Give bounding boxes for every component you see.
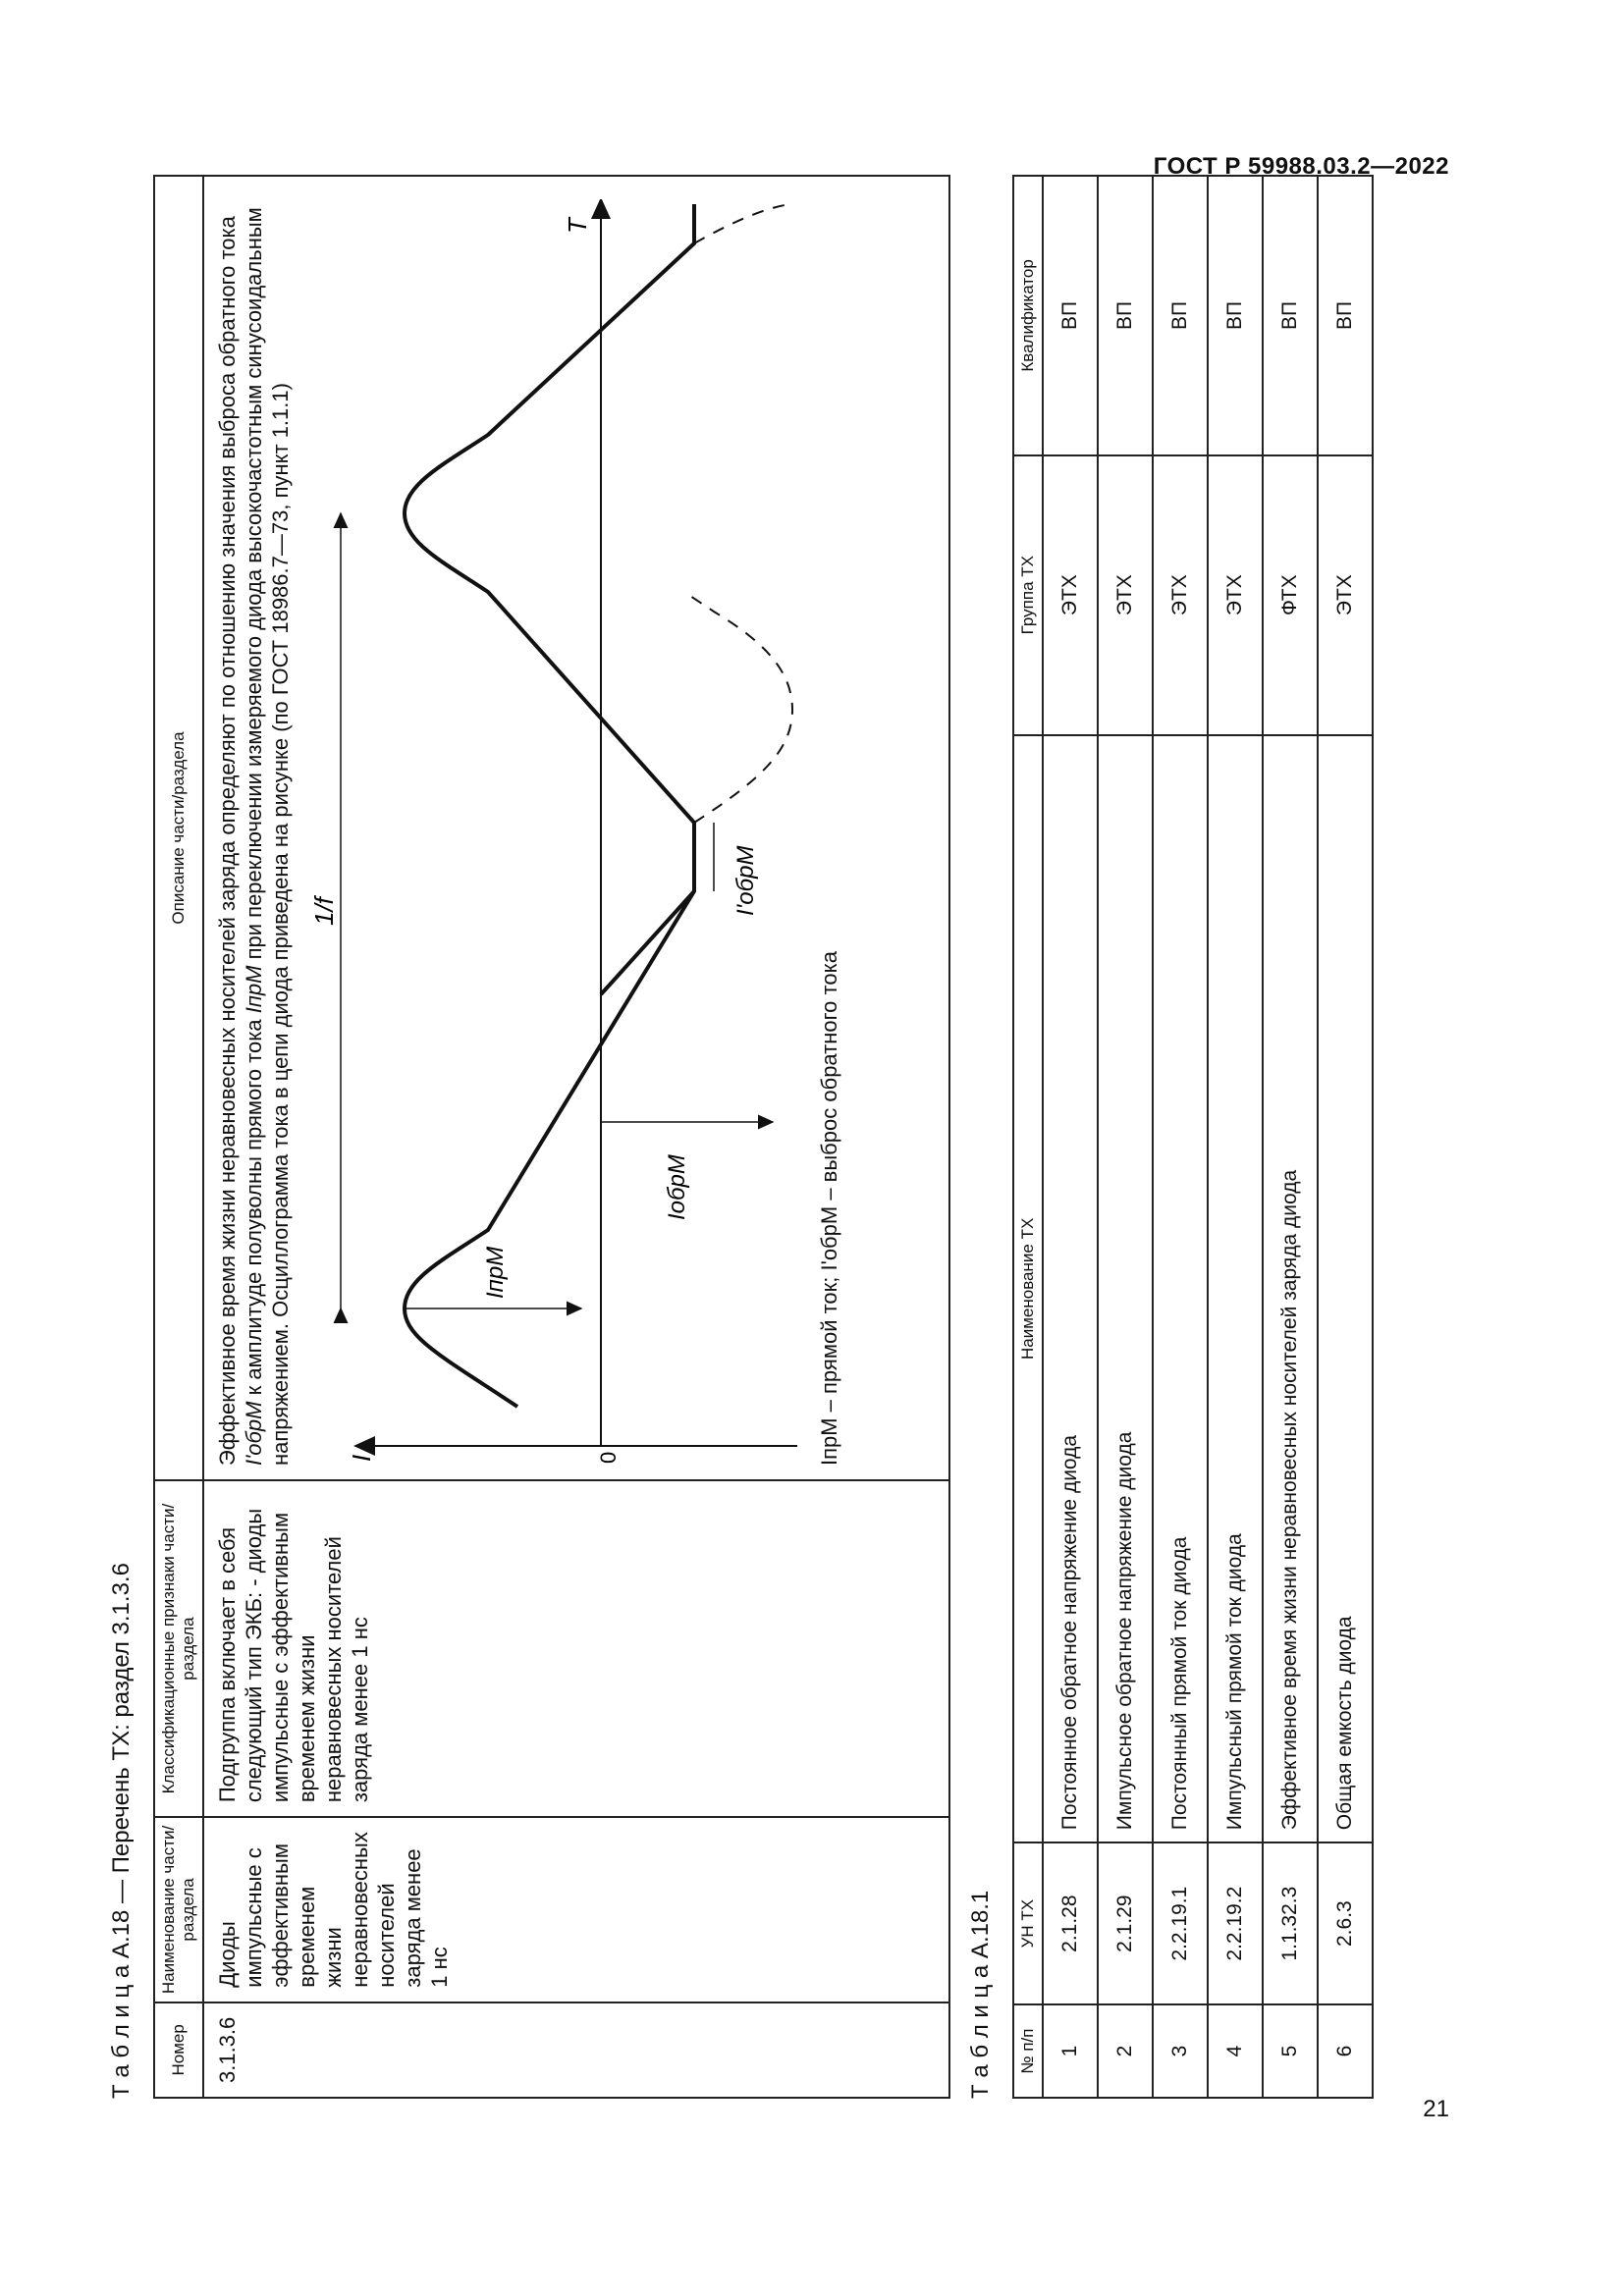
document-code: ГОСТ Р 59988.03.2—2022 (1153, 153, 1449, 180)
table-a18-1-block (967, 175, 1399, 2099)
table-row (1263, 176, 1318, 2098)
cell-num: 3 (1153, 2004, 1208, 2098)
cell-qualifier: ВП (1153, 176, 1208, 455)
cell-num: 1 (1043, 2004, 1098, 2098)
label-period: 1/f (309, 897, 339, 927)
table-header-row (1013, 176, 1043, 2098)
label-obrM-prime: I'обрM (732, 845, 759, 917)
cell-qualifier: ВП (1318, 176, 1373, 455)
cell-code: 2.1.29 (1098, 1842, 1153, 2004)
origin-label: 0 (596, 1451, 621, 1465)
waveform-dashed-1 (684, 592, 792, 823)
label-obrM: IобрM (664, 1154, 690, 1221)
cell-num: 4 (1208, 2004, 1263, 2098)
waveform-solid-recovery (601, 891, 694, 994)
axis-label-t: T (563, 218, 592, 235)
cell-qualifier: ВП (1263, 176, 1318, 455)
col-header-number: Номер (154, 2002, 203, 2098)
col-header-qualifier: Квалификатор (1013, 176, 1043, 455)
table-row (1043, 176, 1098, 2098)
table-row (1318, 176, 1373, 2098)
cell-classification: Подгруппа включает в себя следующий тип ЭКБ: - диоды импульсные с эффективным временем жизни неравновесных носителей заряда менее 1 нс (203, 1480, 949, 1817)
oscillogram-figure (301, 199, 812, 1466)
cell-name: Импульсный прямой ток диода (1208, 735, 1263, 1843)
cell-group: ФТХ (1263, 455, 1318, 735)
cell-name: Постоянный прямой ток диода (1153, 735, 1208, 1843)
waveform-solid (405, 204, 694, 1407)
cell-group: ЭТХ (1208, 455, 1263, 735)
cell-name: Диоды импульсные с эффективным временем жизни неравновесных носителей заряда менее 1 нс (203, 1817, 949, 2002)
table-a18-1-caption: Т а б л и ц а А.18.1 (967, 1890, 994, 2099)
cell-qualifier: ВП (1043, 176, 1098, 455)
axis-label-i: I (347, 1454, 376, 1463)
cell-num: 6 (1318, 2004, 1373, 2098)
table-header-row (154, 176, 203, 2098)
table-row (1153, 176, 1208, 2098)
cell-group: ЭТХ (1098, 455, 1153, 735)
table-a18-block (108, 175, 952, 2099)
cell-name: Постоянное обратное напряжение диода (1043, 735, 1098, 1843)
table-row (203, 176, 949, 2098)
col-header-num: № п/п (1013, 2004, 1043, 2098)
cell-group: ЭТХ (1043, 455, 1098, 735)
label-prM: IпрM (482, 1246, 509, 1300)
col-header-name: Наименование ТХ (1013, 735, 1043, 1843)
cell-name: Импульсное обратное напряжение диода (1098, 735, 1153, 1843)
cell-code: 1.1.32.3 (1263, 1842, 1318, 2004)
col-header-code: УН ТХ (1013, 1842, 1043, 2004)
cell-code: 2.2.19.2 (1208, 1842, 1263, 2004)
col-header-group: Группа ТХ (1013, 455, 1043, 735)
cell-qualifier: ВП (1208, 176, 1263, 455)
cell-num: 2 (1098, 2004, 1153, 2098)
cell-name: Общая емкость диода (1318, 735, 1373, 1843)
cell-code: 2.1.28 (1043, 1842, 1098, 2004)
cell-name: Эффективное время жизни неравновесных носителей заряда диода (1263, 735, 1318, 1843)
waveform-dashed-2 (694, 204, 792, 243)
col-header-classification: Классификационные признаки части/раздела (154, 1480, 203, 1817)
cell-number: 3.1.3.6 (203, 2002, 949, 2098)
cell-group: ЭТХ (1153, 455, 1208, 735)
page-number: 21 (1423, 2096, 1449, 2122)
cell-description (203, 176, 949, 1480)
table-row (1098, 176, 1153, 2098)
figure-legend: IпрM – прямой ток; I'обрM – выброс обратного тока (817, 951, 841, 1467)
cell-qualifier: ВП (1098, 176, 1153, 455)
cell-code: 2.2.19.1 (1153, 1842, 1208, 2004)
description-text: Эффективное время жизни неравновесных носителей заряда определяют по отношению значения выброса обратного тока I'обрM к амплитуде полуволны прямого тока IпрM при переключении измеряемого диода высокочастотным синусоидальным напряжением. Осциллограмма тока в цепи диода приведена на рисунке (по ГОСТ 18986.7—73, пункт 1.1.1) (215, 207, 293, 1467)
col-header-description: Описание части/раздела (154, 176, 203, 1480)
table-a18-caption: Т а б л и ц а А.18 — Перечень ТХ: раздел 3.1.3.6 (108, 1563, 135, 2099)
cell-num: 5 (1263, 2004, 1318, 2098)
col-header-name: Наименование части/раздела (154, 1817, 203, 2002)
table-a18 (153, 175, 950, 2099)
table-a18-1 (1012, 175, 1374, 2099)
cell-group: ЭТХ (1318, 455, 1373, 735)
cell-code: 2.6.3 (1318, 1842, 1373, 2004)
table-row (1208, 176, 1263, 2098)
